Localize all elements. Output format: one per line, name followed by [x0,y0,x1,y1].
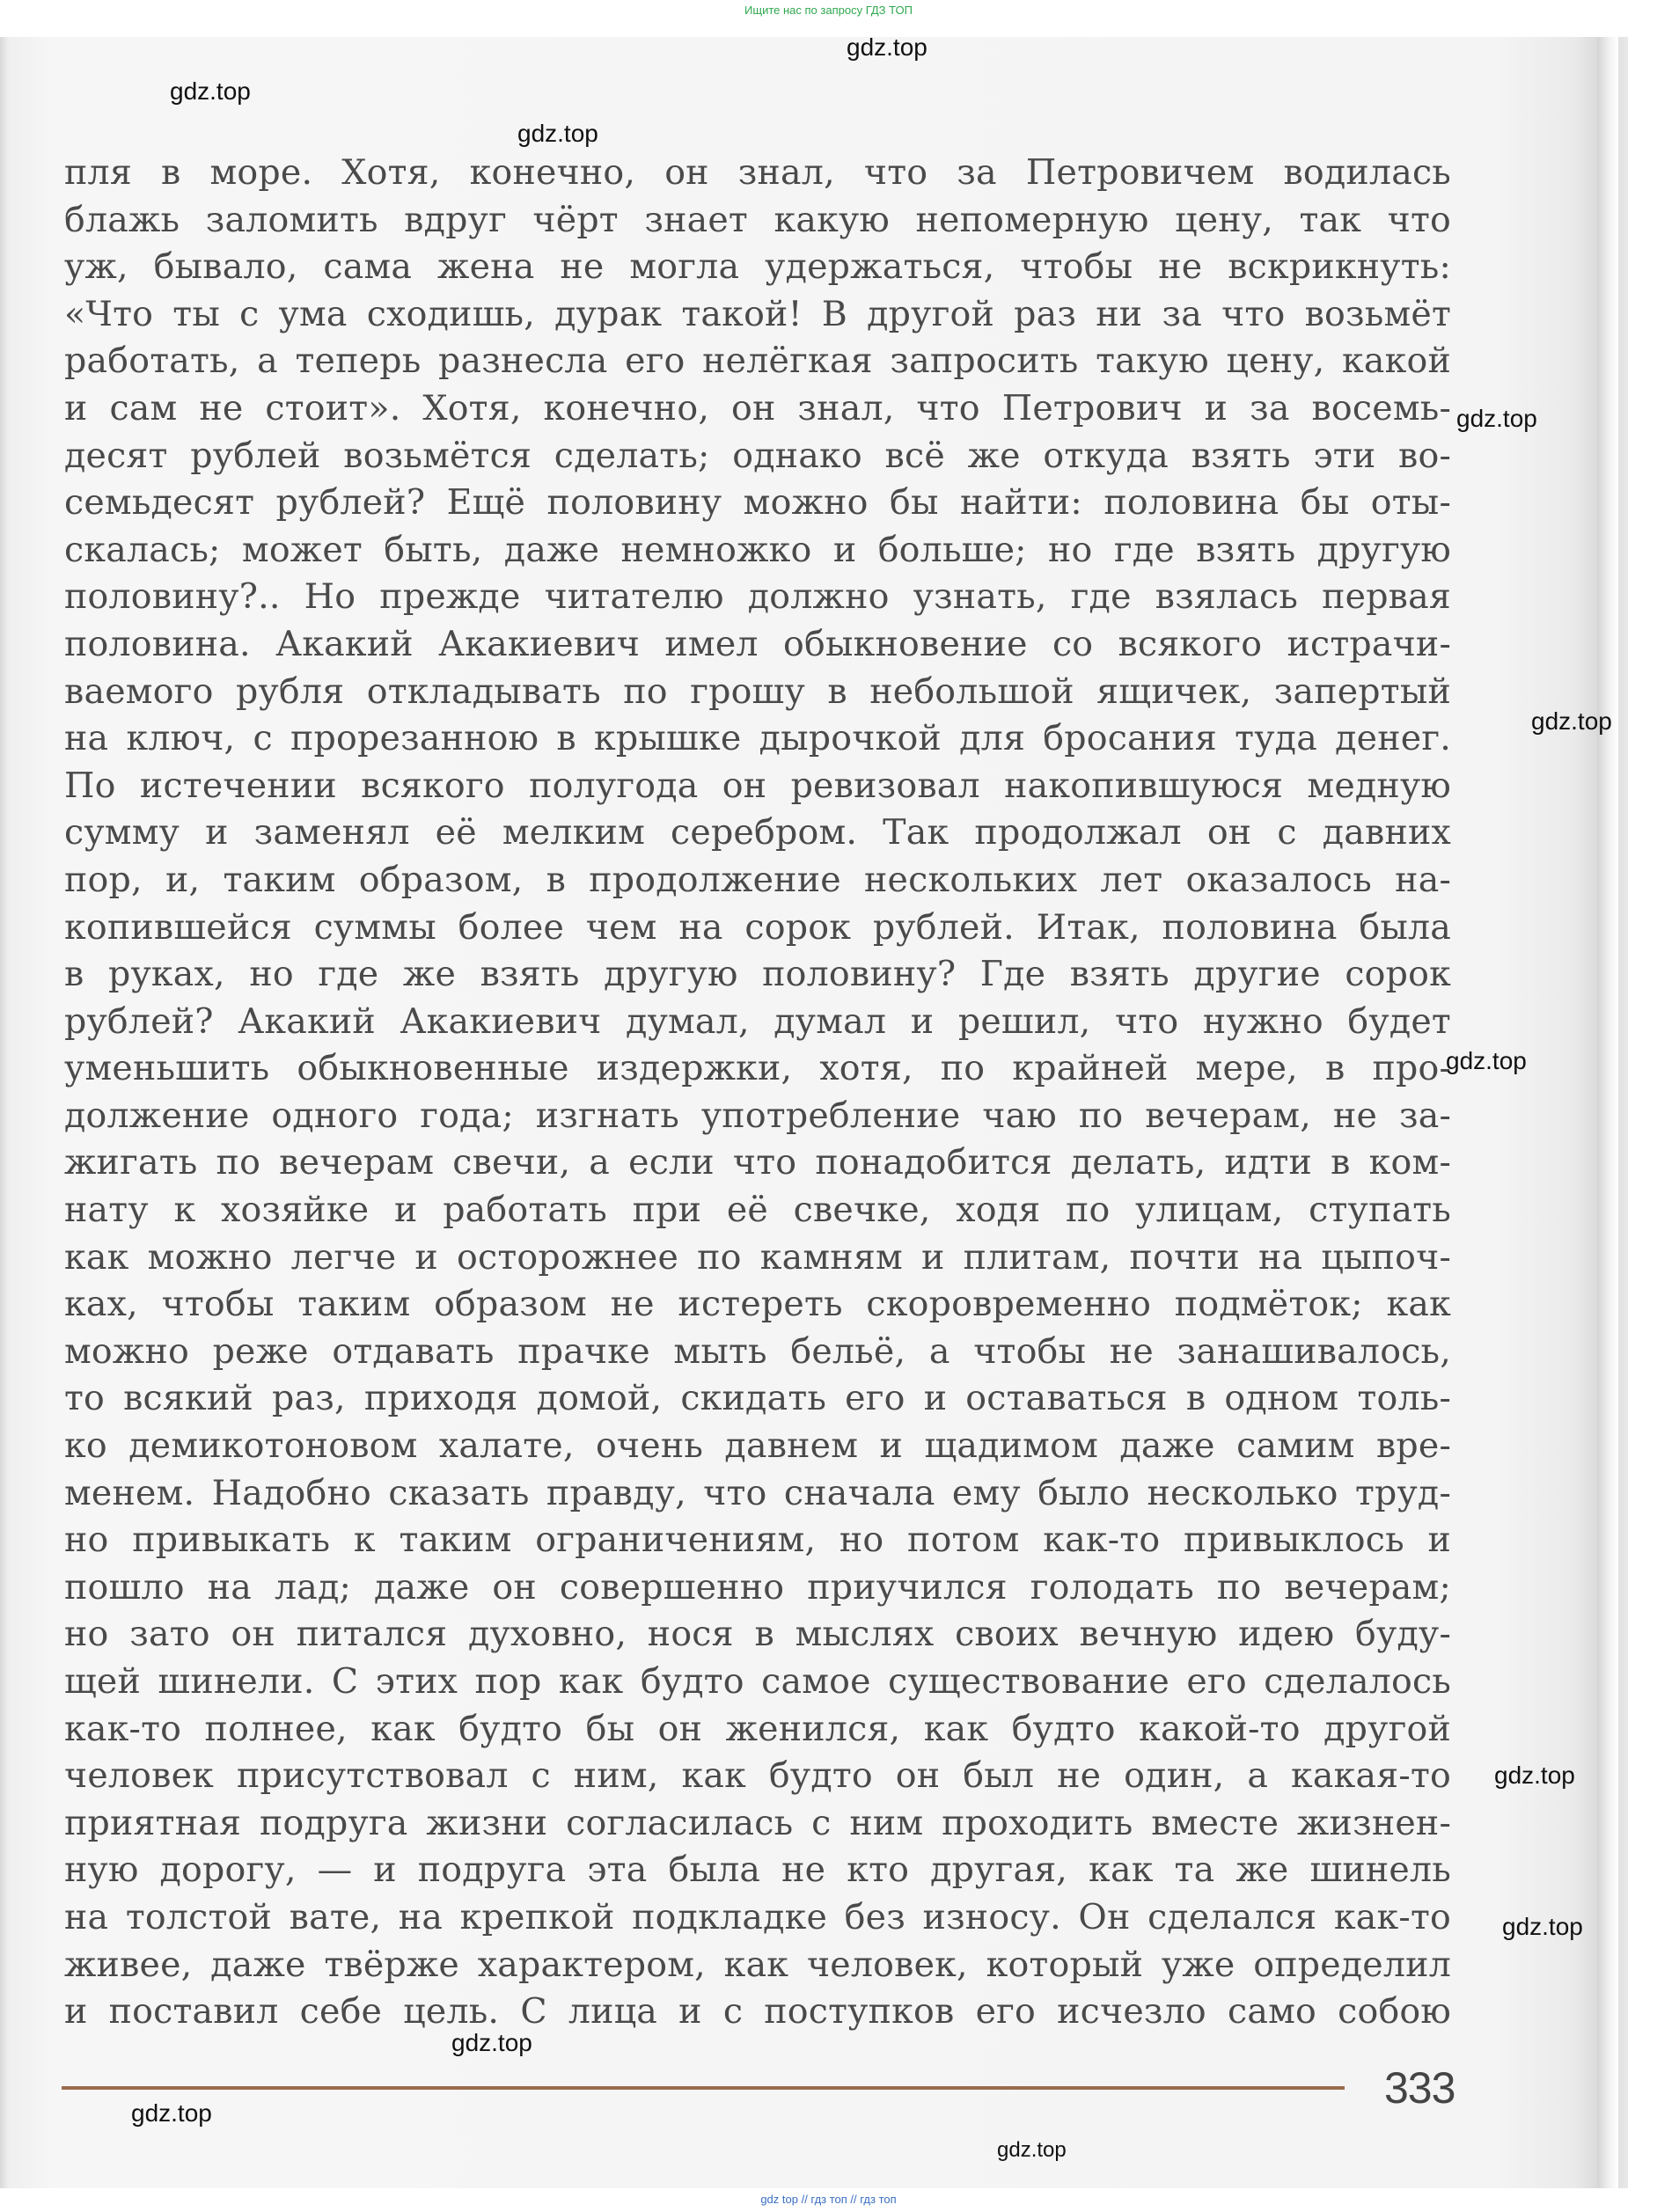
watermark: gdz.top [1502,1913,1583,1940]
watermark: gdz.top [517,120,598,147]
text-line: должение одного года; изгнать употребление чаю по вечерам, не за- [64,1095,1451,1136]
watermark: gdz.top [1531,707,1612,735]
text-line: щей шинели. С этих пор как будто самое существование его сделалось [64,1661,1451,1702]
text-line: десят рублей возьмётся сделать; однако всё же откуда взять эти во- [64,435,1451,476]
body-text [64,150,1451,2036]
text-line: но зато он питался духовно, нося в мыслях своих вечную идею буду- [64,1614,1451,1655]
watermark: gdz.top [131,2099,212,2127]
text-line: работать, а теперь разнесла его нелёгкая запросить такую цену, какой [64,341,1451,382]
text-line: уменьшить обыкновенные издержки, хотя, по крайней мере, в про- [64,1048,1451,1089]
text-line: можно реже отдавать прачке мыть бельё, а чтобы не занашивалось, [64,1330,1451,1372]
text-line: нату к хозяйке и работать при её свечке, ходя по улицам, ступать [64,1190,1451,1231]
watermark: gdz.top [1456,405,1537,432]
text-line: ко демикотоновом халате, очень давнем и щадимом даже самим вре- [64,1425,1451,1467]
text-line: сумму и заменял её мелким серебром. Так продолжал он с давних [64,812,1451,853]
text-line: ках, чтобы таким образом не истереть скоровременно подмёток; как [64,1284,1451,1325]
watermark: gdz.top [170,77,251,105]
watermark: gdz.top [1446,1047,1527,1074]
text-line: скалась; может быть, даже немножко и больше; но где взять другую [64,529,1451,570]
text-line: ную дорогу, — и подруга эта была не кто другая, как та же шинель [64,1849,1451,1891]
watermark: gdz.top [1494,1762,1575,1789]
text-line: копившейся суммы более чем на сорок рублей. Итак, половина была [64,906,1451,948]
text-line: пля в море. Хотя, конечно, он знал, что за Петровичем водилась [64,152,1451,193]
text-line: человек присутствовал с ним, как будто он был не один, а какая-то [64,1755,1451,1797]
page-number: 333 [1384,2063,1455,2113]
text-line: половина. Акакий Акакиевич имел обыкновение со всякого истрачи- [64,623,1451,664]
text-line: но привыкать к таким ограничениям, но потом как-то привыклось и [64,1520,1451,1561]
watermark: gdz.top [997,2138,1067,2162]
text-line: то всякий раз, приходя домой, скидать его и оставаться в одном толь- [64,1378,1451,1419]
text-line: в руках, но где же взять другую половину? Где взять другие сорок [64,954,1451,995]
bottom-banner: gdz top // гдз топ // гдз топ [760,2193,897,2206]
text-line: менем. Надобно сказать правду, что сначала ему было несколько труд- [64,1472,1451,1513]
text-line: рублей? Акакий Акакиевич думал, думал и решил, что нужно будет [64,1000,1451,1042]
text-line: уж, бывало, сама жена не могла удержаться, чтобы не вскрикнуть: [64,246,1451,288]
watermark: gdz.top [451,2029,532,2056]
text-line: на ключ, с прорезанною в крышке дырочкой для бросания туда денег. [64,718,1451,759]
text-line: и поставил себе цель. С лица и с поступков его исчезло само собою [64,1991,1451,2033]
watermark: gdz.top [847,33,927,61]
text-line: пошло на лад; даже он совершенно приучился голодать по вечерам; [64,1566,1451,1608]
footer-rule [62,2086,1345,2090]
text-line: семьдесят рублей? Ещё половину можно бы найти: половина бы оты- [64,482,1451,524]
text-line: блажь заломить вдруг чёрт знает какую непомерную цену, так что [64,199,1451,240]
text-line: ваемого рубля откладывать по грошу в небольшой ящичек, запертый [64,670,1451,712]
top-banner: Ищите нас по запросу ГДЗ ТОП [744,4,913,17]
text-line: живее, даже твёрже характером, как человек, который уже определил [64,1944,1451,1985]
text-line: пор, и, таким образом, в продолжение нескольких лет оказалось на- [64,859,1451,900]
text-line: на толстой вате, на крепкой подкладке без износу. Он сделался как-то [64,1896,1451,1937]
text-line: приятная подруга жизни согласилась с ним проходить вместе жизнен- [64,1802,1451,1843]
text-line: По истечении всякого полугода он ревизовал накопившуюся медную [64,765,1451,806]
text-line: и сам не стоит». Хотя, конечно, он знал, что Петрович и за восемь- [64,387,1451,428]
text-line: «Что ты с ума сходишь, дурак такой! В другой раз ни за что возьмёт [64,293,1451,334]
text-line: жигать по вечерам свечи, а если что понадобится делать, идти в ком- [64,1142,1451,1183]
text-line: как можно легче и осторожнее по камням и плитам, почти на цыпоч- [64,1236,1451,1278]
page-edge [1597,37,1618,2188]
text-line: как-то полнее, как будто бы он женился, как будто какой-то другой [64,1708,1451,1749]
text-line: половину?.. Но прежде читателю должно узнать, где взялась первая [64,576,1451,618]
